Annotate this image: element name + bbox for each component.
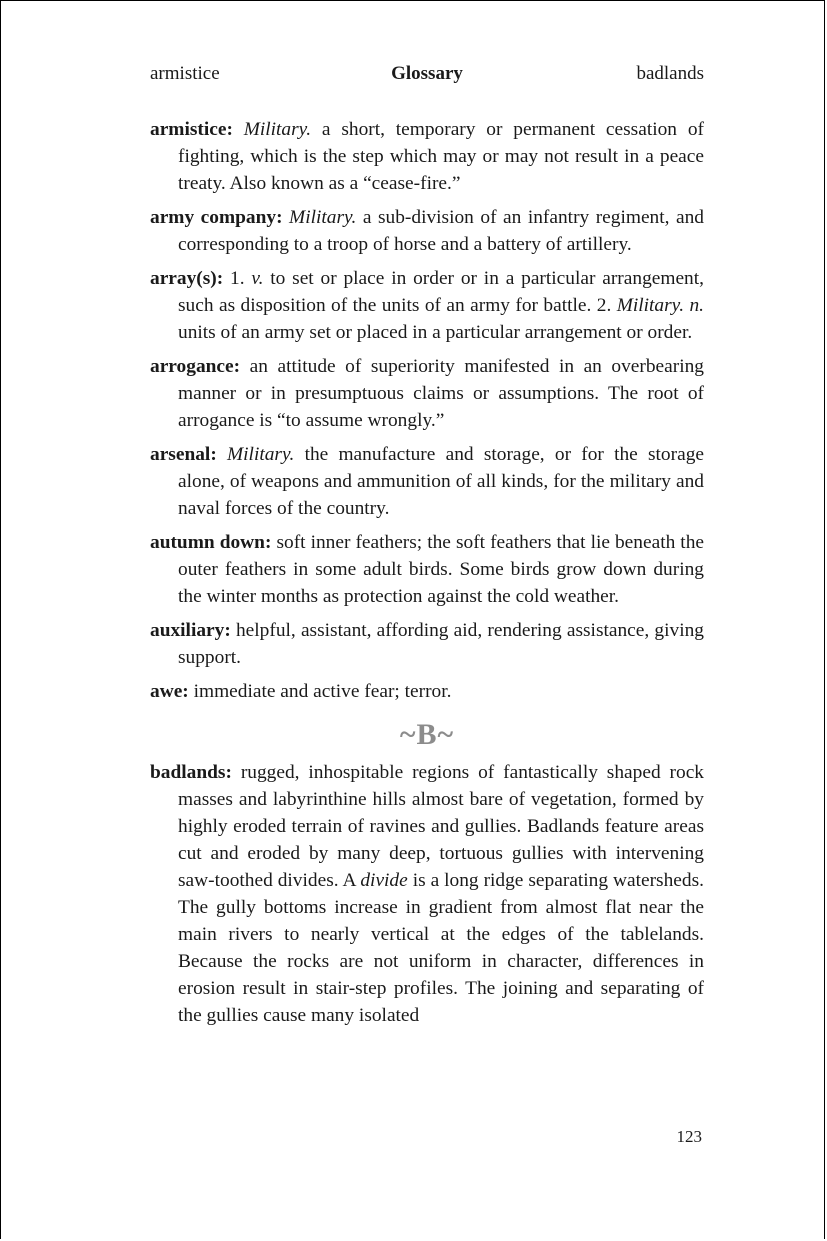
entry-headword: awe: — [150, 681, 189, 702]
entry-headword: army company: — [150, 207, 283, 228]
page-number: 123 — [676, 1127, 702, 1146]
glossary-entries-b — [150, 759, 704, 1029]
entry-headword: arrogance: — [150, 356, 241, 377]
glossary-entry — [150, 529, 704, 610]
entry-definition-text — [233, 119, 244, 140]
entry-definition-text: a short, temporary or permanent cessation of fighting, which is the step which may or may not result in a peace treaty. Also known as a “cease-fire.” — [178, 119, 704, 194]
entry-headword: armistice: — [150, 119, 233, 140]
entry-definition-text: the manufacture and storage, or for the storage alone, of weapons and ammunition of all kinds, for the military and naval forces of the country. — [178, 444, 704, 519]
section-letter-heading: ~B~ — [399, 718, 455, 751]
glossary-entry — [150, 678, 704, 705]
entry-definition-text: rugged, inhospitable regions of fantastically shaped rock masses and labyrinthine hills almost bare of vegetation, formed by highly eroded terrain of ravines and gullies. Badlands feature areas cut and eroded by many deep, tortuous gullies with intervening saw-toothed divides. A — [178, 762, 704, 891]
entry-italic-text: Military. — [243, 119, 312, 140]
glossary-entry — [150, 116, 704, 197]
entry-headword: autumn down: — [150, 532, 272, 553]
entry-italic-text: v. — [251, 268, 264, 289]
glossary-entry — [150, 441, 704, 522]
entry-definition-text — [217, 444, 227, 465]
entry-headword: arsenal: — [150, 444, 217, 465]
entry-headword: auxiliary: — [150, 620, 231, 641]
entry-italic-text: Military. — [227, 444, 295, 465]
glossary-entries-a — [150, 116, 704, 705]
entry-definition-text: units of an army set or placed in a particular arrangement or order. — [178, 322, 693, 343]
glossary-entry — [150, 353, 704, 434]
running-head-title: Glossary — [391, 63, 463, 84]
glossary-entry — [150, 204, 704, 258]
running-head — [150, 63, 704, 89]
entry-italic-text: divide — [360, 870, 408, 891]
entry-definition-text: helpful, assistant, affording aid, rendering assistance, giving support. — [178, 620, 704, 668]
entry-headword: array(s): — [150, 268, 224, 289]
glossary-entry — [150, 265, 704, 346]
entry-definition-text: to set or place in order or in a particular arrangement, such as disposition of the units of an army for battle. 2. — [178, 268, 704, 316]
entry-definition-text: a sub-division of an infantry regiment, and corresponding to a troop of horse and a battery of artillery. — [178, 207, 704, 255]
entry-italic-text: Military. n. — [616, 295, 705, 316]
entry-definition-text: an attitude of superiority manifested in an overbearing manner or in presumptuous claims or assumptions. The root of arrogance is “to assume wrongly.” — [178, 356, 704, 431]
glossary-body — [150, 116, 704, 1036]
running-head-first-term: armistice — [150, 63, 220, 84]
glossary-entry — [150, 617, 704, 671]
entry-headword: badlands: — [150, 762, 232, 783]
entry-definition-text: immediate and active fear; terror. — [188, 681, 452, 702]
entry-definition-text: is a long ridge separating watersheds. The gully bottoms increase in gradient from almost flat near the main rivers to nearly vertical at the edges of the tablelands. Because the rocks are not uniform in character, differences in erosion result in stair-step profiles. The joining and separating of the gullies cause many isolated — [178, 870, 704, 1026]
glossary-entry — [150, 759, 704, 1029]
entry-italic-text: Military. — [289, 207, 357, 228]
running-head-last-term: badlands — [636, 63, 704, 84]
entry-definition-text: 1. — [223, 268, 252, 289]
entry-definition-text: soft inner feathers; the soft feathers that lie beneath the outer feathers in some adult birds. Some birds grow down during the winter months as protection against the cold weather. — [178, 532, 704, 607]
